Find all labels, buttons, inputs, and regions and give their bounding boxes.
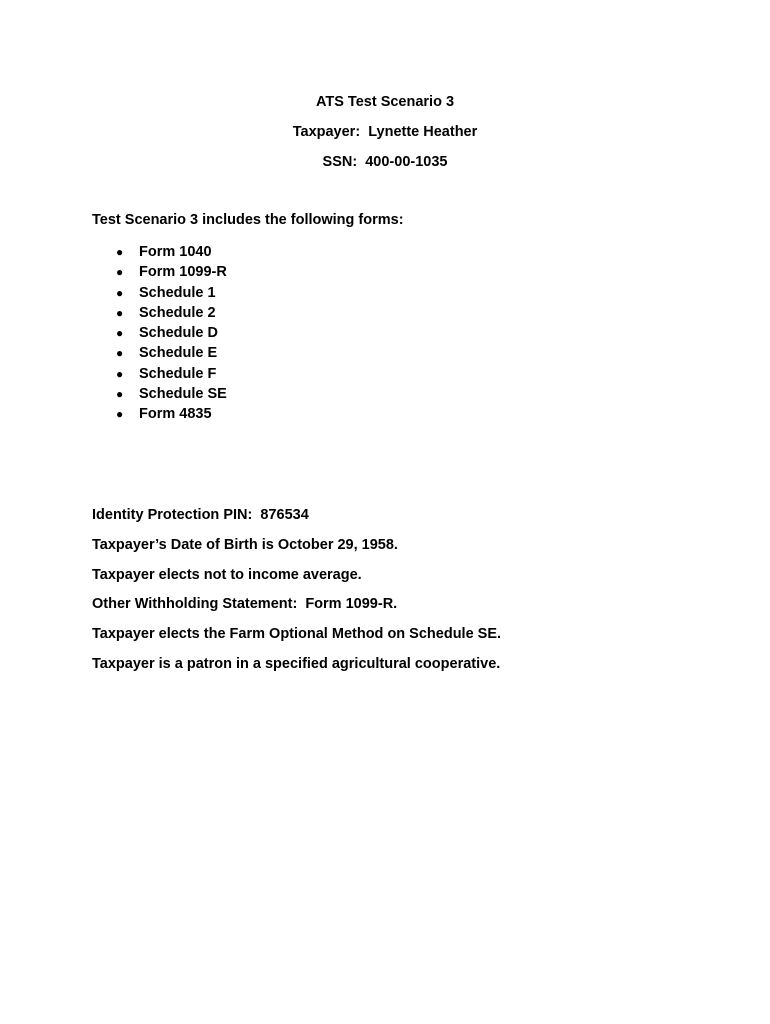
bullet-icon: ● bbox=[116, 346, 124, 361]
bullet-icon: ● bbox=[116, 366, 124, 381]
list-item bbox=[116, 343, 227, 363]
list-item bbox=[116, 262, 227, 282]
form-label: Schedule 2 bbox=[139, 304, 216, 321]
farm-optional-method: Taxpayer elects the Farm Optional Method on Schedule SE. bbox=[92, 626, 502, 642]
bullet-icon: ● bbox=[116, 407, 124, 422]
forms-intro: Test Scenario 3 includes the following forms: bbox=[92, 212, 404, 228]
form-label: Form 1099-R bbox=[139, 264, 227, 281]
taxpayer-name: Taxpayer: Lynette Heather bbox=[292, 124, 478, 140]
cooperative-patron: Taxpayer is a patron in a specified agricultural cooperative. bbox=[92, 656, 501, 672]
form-label: Form 4835 bbox=[139, 406, 212, 423]
form-label: Schedule SE bbox=[139, 386, 227, 403]
bullet-icon: ● bbox=[116, 285, 124, 300]
form-label: Schedule F bbox=[139, 365, 217, 382]
list-item bbox=[116, 364, 227, 384]
forms-list bbox=[116, 242, 227, 425]
list-item bbox=[116, 323, 227, 343]
list-item bbox=[116, 384, 227, 404]
list-item bbox=[116, 404, 227, 424]
list-item bbox=[116, 283, 227, 303]
bullet-icon: ● bbox=[116, 245, 124, 259]
form-label: Schedule 1 bbox=[139, 284, 216, 301]
bullet-icon: ● bbox=[116, 305, 124, 320]
date-of-birth: Taxpayer’s Date of Birth is October 29, 1958. bbox=[92, 537, 398, 553]
form-label: Schedule E bbox=[139, 345, 218, 362]
bullet-icon: ● bbox=[116, 387, 124, 402]
list-item bbox=[116, 242, 227, 262]
withholding-statement: Other Withholding Statement: Form 1099-R. bbox=[92, 596, 398, 612]
list-item bbox=[116, 303, 227, 323]
bullet-icon: ● bbox=[116, 265, 124, 280]
bullet-icon: ● bbox=[116, 326, 124, 341]
income-average-election: Taxpayer elects not to income average. bbox=[92, 567, 362, 583]
form-label: Schedule D bbox=[139, 325, 218, 342]
taxpayer-ssn: SSN: 400-00-1035 bbox=[322, 154, 448, 170]
document-title: ATS Test Scenario 3 bbox=[315, 94, 455, 110]
identity-pin: Identity Protection PIN: 876534 bbox=[92, 507, 309, 523]
form-label: Form 1040 bbox=[139, 244, 212, 260]
